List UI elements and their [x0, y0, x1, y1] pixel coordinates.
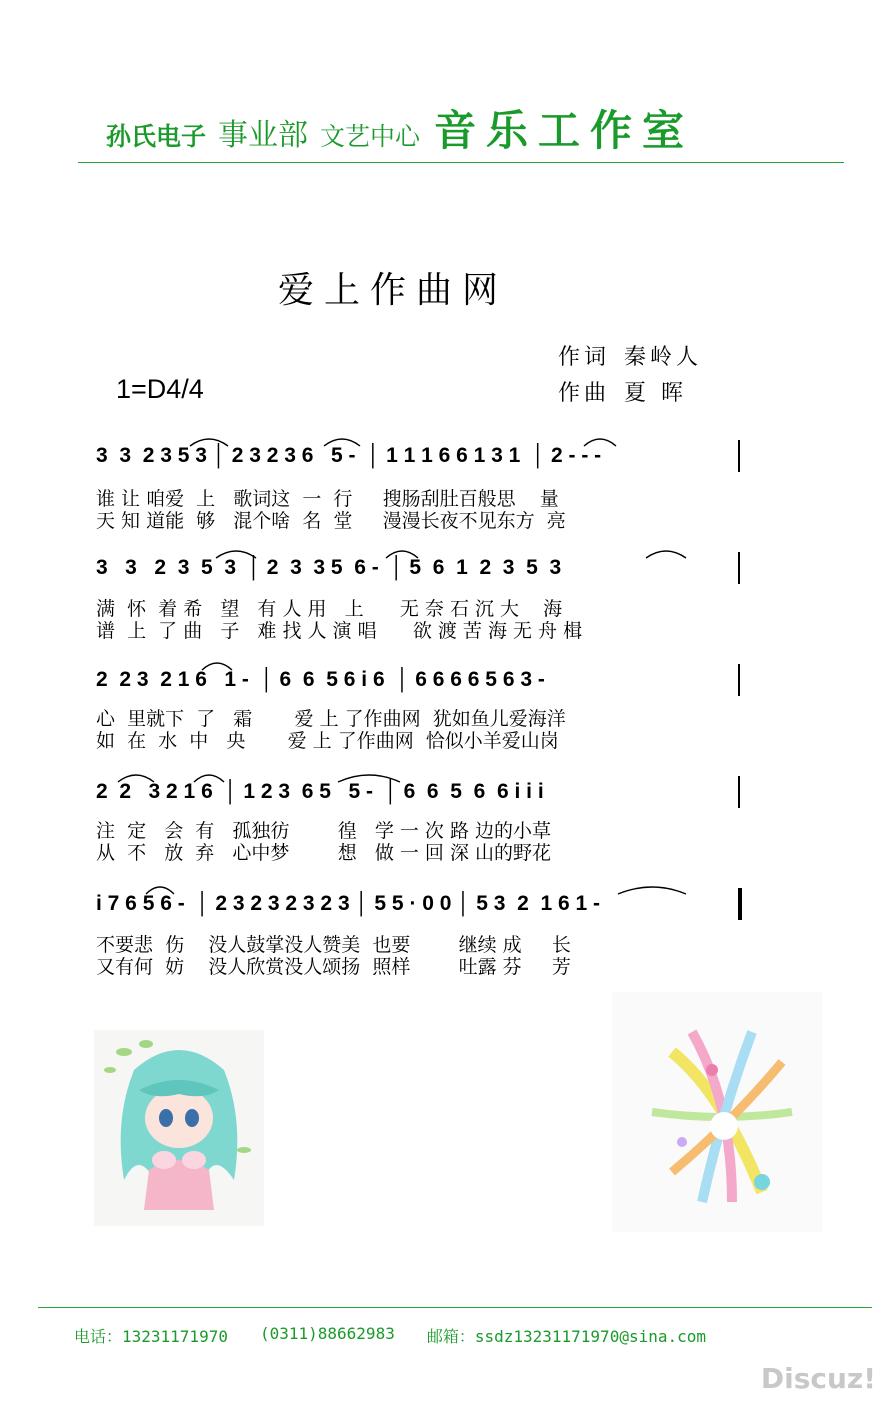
- key-signature: 1=D4/4: [116, 374, 204, 404]
- slur-mark: [144, 882, 176, 896]
- header-studio: 音乐工作室: [434, 106, 695, 155]
- header-company: 孙氏电子: [106, 122, 207, 151]
- lyrics-line-2a: 满 怀 着 希 望 有 人 用 上 无 奈 石 沉 大 海: [96, 598, 563, 620]
- header-division: 事业部: [218, 118, 309, 153]
- barline: [738, 552, 740, 584]
- studio-header: [106, 98, 694, 158]
- discuz-watermark: Discuz!: [760, 1362, 876, 1395]
- header-center: 文艺中心: [320, 122, 421, 151]
- final-barline: [738, 888, 742, 920]
- lyricist-credit: [558, 340, 702, 371]
- barline: [738, 664, 740, 696]
- lyrics-line-4b: 从 不 放 弃 心中梦 想 做 一 回 深 山的野花: [96, 842, 551, 864]
- lyrics-line-2b: 谱 上 了 曲 子 难 找 人 演 唱 欲 渡 苦 海 无 舟 楫: [96, 620, 583, 642]
- fairy-illustration: [94, 1030, 264, 1226]
- song-title: 爱上作曲网: [278, 270, 509, 311]
- footer-email: 邮箱：ssdz13231171970@sina.com: [426, 1327, 707, 1346]
- notes-line-4: 2 2 3 2 1 6 │ 1 2 3 6 5 5 - │ 6 6 5 6 6 i i i: [96, 780, 544, 803]
- score-row-4: [96, 776, 746, 866]
- barline: [738, 440, 740, 472]
- barline: [738, 776, 740, 808]
- footer-phone2: (0311)88662983: [259, 1324, 395, 1343]
- notes-line-5: i 7 6 5 6 - │ 2 3 2 3 2 3 2 3 │ 5 5 · 0 0 │ 5 3 2 1 6 1 -: [96, 892, 600, 915]
- score-row-3: [96, 664, 746, 754]
- lyrics-line-3b: 如 在 水 中 央 爱 上 了作曲网 恰似小羊爱山岗: [96, 730, 559, 752]
- score-row-2: [96, 552, 746, 642]
- color-burst-illustration: [612, 992, 822, 1232]
- contact-footer: [74, 1324, 738, 1347]
- header-divider: [78, 162, 844, 163]
- footer-divider: [38, 1307, 872, 1308]
- slur-mark: [200, 658, 234, 672]
- composer-name: 夏 晖: [624, 381, 688, 406]
- slur-mark: [616, 882, 688, 896]
- slur-mark: [322, 434, 362, 448]
- slur-mark: [188, 434, 230, 448]
- notes-line-2: 3 3 2 3 5 3 │ 2 3 3 5 6 - │ 5 6 1 2 3 5 3: [96, 556, 562, 579]
- slur-mark: [644, 546, 688, 560]
- lyrics-line-4a: 注 定 会 有 孤独彷 徨 学 一 次 路 边的小草: [96, 820, 551, 842]
- lyricist-label: 作词: [558, 345, 611, 370]
- slur-mark: [214, 546, 258, 560]
- slur-mark: [116, 770, 156, 784]
- score-row-1: [96, 440, 746, 530]
- footer-phone: 电话：13231171970: [74, 1327, 228, 1346]
- slur-mark: [192, 770, 226, 784]
- lyrics-line-1b: 天 知 道能 够 混个啥 名 堂 漫漫长夜不见东方 亮: [96, 510, 566, 532]
- lyrics-line-5b: 又有何 妨 没人欣赏没人颂扬 照样 吐露 芬 芳: [96, 956, 571, 978]
- lyricist-name: 秦岭人: [624, 345, 703, 370]
- composer-label: 作曲: [558, 381, 611, 406]
- lyrics-line-3a: 心 里就下 了 霜 爱 上 了作曲网 犹如鱼儿爱海洋: [96, 708, 566, 730]
- slur-mark: [336, 770, 402, 784]
- composer-credit: [558, 376, 687, 407]
- slur-mark: [582, 434, 618, 448]
- score-row-5: [96, 888, 746, 978]
- notes-line-3: 2 2 3 2 1 6 1 - │ 6 6 5 6 i 6 │ 6 6 6 6 5 6 3 -: [96, 668, 545, 691]
- notes-line-1: 3 3 2 3 5 3 │ 2 3 2 3 6 5 - │ 1 1 1 6 6 1 3 1 │ 2 - - -: [96, 444, 602, 467]
- slur-mark: [384, 546, 420, 560]
- lyrics-line-1a: 谁 让 咱爱 上 歌词这 一 行 搜肠刮肚百般思 量: [96, 488, 559, 510]
- lyrics-line-5a: 不要悲 伤 没人鼓掌没人赞美 也要 继续 成 长: [96, 934, 571, 956]
